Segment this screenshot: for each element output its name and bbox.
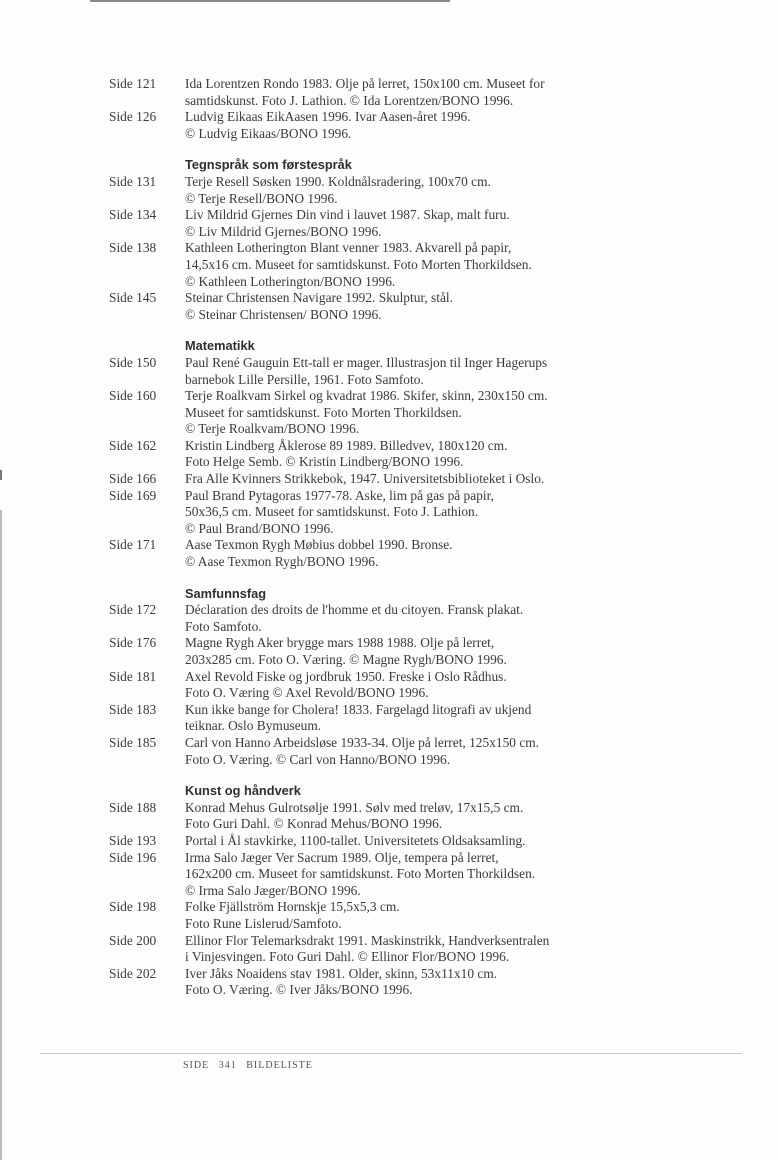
page-reference: Side 138 xyxy=(109,240,157,256)
caption-line: Carl von Hanno Arbeidsløse 1933-34. Olje på lerret, 125x150 cm. xyxy=(185,734,540,750)
picture-caption xyxy=(185,438,605,471)
list-item xyxy=(0,635,778,668)
list-item xyxy=(0,240,778,290)
caption-line: © Kathleen Lotherington/BONO 1996. xyxy=(185,273,396,289)
caption-line: Portal i Ål stavkirke, 1100-tallet. Universitetets Oldsaksamling. xyxy=(185,832,526,848)
page-reference: Side 172 xyxy=(109,602,157,618)
section-heading: Tegnspråk som førstespråk xyxy=(185,157,352,173)
caption-line: i Vinjesvingen. Foto Guri Dahl. © Ellinor Flor/BONO 1996. xyxy=(185,949,510,965)
caption-line: Kathleen Lotherington Blant venner 1983. Akvarell på papir, xyxy=(185,240,512,256)
caption-line: samtidskunst. Foto J. Lathion. © Ida Lorentzen/BONO 1996. xyxy=(185,92,514,108)
footer-label: SIDE xyxy=(183,1060,210,1071)
page-reference: Side 131 xyxy=(109,173,157,189)
page-reference: Side 202 xyxy=(109,965,157,981)
picture-caption xyxy=(185,174,605,207)
picture-caption xyxy=(185,702,605,735)
list-item xyxy=(0,388,778,438)
list-item xyxy=(0,702,778,735)
picture-caption xyxy=(185,109,605,142)
page-reference: Side 200 xyxy=(109,932,157,948)
page-footer xyxy=(183,1060,313,1071)
list-item xyxy=(0,207,778,240)
caption-line: Terje Roalkvam Sirkel og kvadrat 1986. Skifer, skinn, 230x150 cm. xyxy=(185,388,548,404)
page-reference: Side 176 xyxy=(109,635,157,651)
picture-caption xyxy=(185,966,605,999)
caption-line: 203x285 cm. Foto O. Væring. © Magne Rygh/BONO 1996. xyxy=(185,652,507,667)
picture-caption xyxy=(185,537,605,570)
footer-section-title: BILDELISTE xyxy=(246,1060,313,1071)
caption-line: © Irma Salo Jæger/BONO 1996. xyxy=(185,882,361,898)
caption-line: © Paul Brand/BONO 1996. xyxy=(185,520,334,536)
caption-line: Ellinor Flor Telemarksdrakt 1991. Maskinstrikk, Handverksentralen xyxy=(185,932,550,948)
caption-line: Museet for samtidskunst. Foto Morten Thorkildsen. xyxy=(185,404,462,420)
caption-line: barnebok Lille Persille, 1961. Foto Samfoto. xyxy=(185,371,424,387)
caption-line: Foto Samfoto. xyxy=(185,618,262,634)
list-item xyxy=(0,602,778,635)
picture-list xyxy=(0,76,778,999)
picture-caption xyxy=(185,388,605,438)
page-reference: Side 171 xyxy=(109,537,157,553)
picture-caption xyxy=(185,207,605,240)
page-reference: Side 181 xyxy=(109,668,157,684)
list-item xyxy=(0,669,778,702)
caption-line: 50x36,5 cm. Museet for samtidskunst. Foto J. Lathion. xyxy=(185,504,479,520)
list-item xyxy=(0,438,778,471)
list-item xyxy=(0,290,778,323)
picture-caption xyxy=(185,669,605,702)
section-heading: Samfunnsfag xyxy=(185,585,267,601)
caption-line: Déclaration des droits de l'homme et du citoyen. Fransk plakat. xyxy=(185,602,524,618)
picture-caption xyxy=(185,240,605,290)
caption-line: 162x200 cm. Museet for samtidskunst. Foto Morten Thorkildsen. xyxy=(185,866,536,882)
list-item xyxy=(0,833,778,850)
caption-line: Foto Helge Semb. © Kristin Lindberg/BONO 1996. xyxy=(185,454,464,470)
caption-line: Foto Guri Dahl. © Konrad Mehus/BONO 1996. xyxy=(185,816,443,832)
caption-line: Fra Alle Kvinners Strikkebok, 1947. Universitetsbiblioteket i Oslo. xyxy=(185,471,545,487)
caption-line: Aase Texmon Rygh Møbius dobbel 1990. Bronse. xyxy=(185,537,453,553)
picture-caption xyxy=(185,899,605,932)
list-item xyxy=(0,174,778,207)
page-reference: Side 160 xyxy=(109,388,157,404)
picture-caption xyxy=(185,800,605,833)
picture-caption xyxy=(185,833,605,850)
caption-line: Foto Rune Lislerud/Samfoto. xyxy=(185,915,342,931)
caption-line: Ludvig Eikaas EikAasen 1996. Ivar Aasen-året 1996. xyxy=(185,109,471,125)
picture-caption xyxy=(185,602,605,635)
list-item xyxy=(0,109,778,142)
picture-caption xyxy=(185,488,605,538)
caption-line: teiknar. Oslo Bymuseum. xyxy=(185,718,322,734)
top-edge-line xyxy=(90,0,450,2)
list-item xyxy=(0,933,778,966)
page-reference: Side 196 xyxy=(109,849,157,865)
caption-line: © Aase Texmon Rygh/BONO 1996. xyxy=(185,554,379,570)
page-reference: Side 126 xyxy=(109,109,157,125)
caption-line: Paul René Gauguin Ett-tall er mager. Illustrasjon til Inger Hagerups xyxy=(185,354,548,370)
picture-caption xyxy=(185,850,605,900)
caption-line: © Liv Mildrid Gjernes/BONO 1996. xyxy=(185,223,382,239)
page-reference: Side 169 xyxy=(109,487,157,503)
caption-line: Irma Salo Jæger Ver Sacrum 1989. Olje, tempera på lerret, xyxy=(185,849,499,865)
picture-caption xyxy=(185,76,605,109)
caption-line: Paul Brand Pytagoras 1977-78. Aske, lim på gas på papir, xyxy=(185,487,494,503)
page-reference: Side 166 xyxy=(109,471,157,487)
footer-page-number: 341 xyxy=(218,1060,237,1071)
page-reference: Side 188 xyxy=(109,799,157,815)
list-item xyxy=(0,355,778,388)
section-heading: Kunst og håndverk xyxy=(185,783,301,799)
list-item xyxy=(0,488,778,538)
list-item xyxy=(0,899,778,932)
page-reference: Side 183 xyxy=(109,701,157,717)
picture-caption xyxy=(185,933,605,966)
picture-caption xyxy=(185,735,605,768)
caption-line: 14,5x16 cm. Museet for samtidskunst. Foto Morten Thorkildsen. xyxy=(185,256,532,272)
page-reference: Side 145 xyxy=(109,290,157,306)
caption-line: © Terje Resell/BONO 1996. xyxy=(185,190,338,206)
list-item xyxy=(0,735,778,768)
caption-line: Kristin Lindberg Åklerose 89 1989. Billedvev, 180x120 cm. xyxy=(185,437,508,453)
picture-caption xyxy=(185,290,605,323)
picture-caption xyxy=(185,635,605,668)
caption-line: Magne Rygh Aker brygge mars 1988 1988. Olje på lerret, xyxy=(185,635,495,651)
page-reference: Side 198 xyxy=(109,899,157,915)
caption-line: © Terje Roalkvam/BONO 1996. xyxy=(185,421,360,437)
footer-rule xyxy=(40,1053,742,1054)
page-reference: Side 121 xyxy=(109,76,157,91)
caption-line: Foto O. Væring © Axel Revold/BONO 1996. xyxy=(185,685,429,701)
page-reference: Side 162 xyxy=(109,437,157,453)
caption-line: Ida Lorentzen Rondo 1983. Olje på lerret, 150x100 cm. Museet for xyxy=(185,76,545,91)
picture-caption xyxy=(185,355,605,388)
caption-line: Foto O. Væring. © Carl von Hanno/BONO 1996. xyxy=(185,751,451,767)
list-item xyxy=(0,76,778,109)
list-item xyxy=(0,800,778,833)
caption-line: Axel Revold Fiske og jordbruk 1950. Freske i Oslo Rådhus. xyxy=(185,668,507,684)
caption-line: Foto O. Væring. © Iver Jåks/BONO 1996. xyxy=(185,982,413,998)
list-item xyxy=(0,966,778,999)
caption-line: Folke Fjällström Hornskje 15,5x5,3 cm. xyxy=(185,899,400,915)
page-reference: Side 193 xyxy=(109,832,157,848)
section-heading: Matematikk xyxy=(185,338,255,354)
caption-line: Terje Resell Søsken 1990. Koldnålsradering, 100x70 cm. xyxy=(185,173,491,189)
list-item xyxy=(0,850,778,900)
page-reference: Side 185 xyxy=(109,734,157,750)
list-item xyxy=(0,537,778,570)
caption-line: Steinar Christensen Navigare 1992. Skulptur, stål. xyxy=(185,290,453,306)
page-reference: Side 150 xyxy=(109,354,157,370)
caption-line: © Steinar Christensen/ BONO 1996. xyxy=(185,306,382,322)
caption-line: Iver Jåks Noaidens stav 1981. Older, skinn, 53x11x10 cm. xyxy=(185,965,498,981)
caption-line: Konrad Mehus Gulrotsølje 1991. Sølv med treløv, 17x15,5 cm. xyxy=(185,799,524,815)
caption-line: © Ludvig Eikaas/BONO 1996. xyxy=(185,125,352,141)
list-item xyxy=(0,471,778,488)
caption-line: Liv Mildrid Gjernes Din vind i lauvet 1987. Skap, malt furu. xyxy=(185,207,510,223)
caption-line: Kun ikke bange for Cholera! 1833. Fargelagd litografi av ukjend xyxy=(185,701,532,717)
picture-caption xyxy=(185,471,605,488)
page-reference: Side 134 xyxy=(109,207,157,223)
